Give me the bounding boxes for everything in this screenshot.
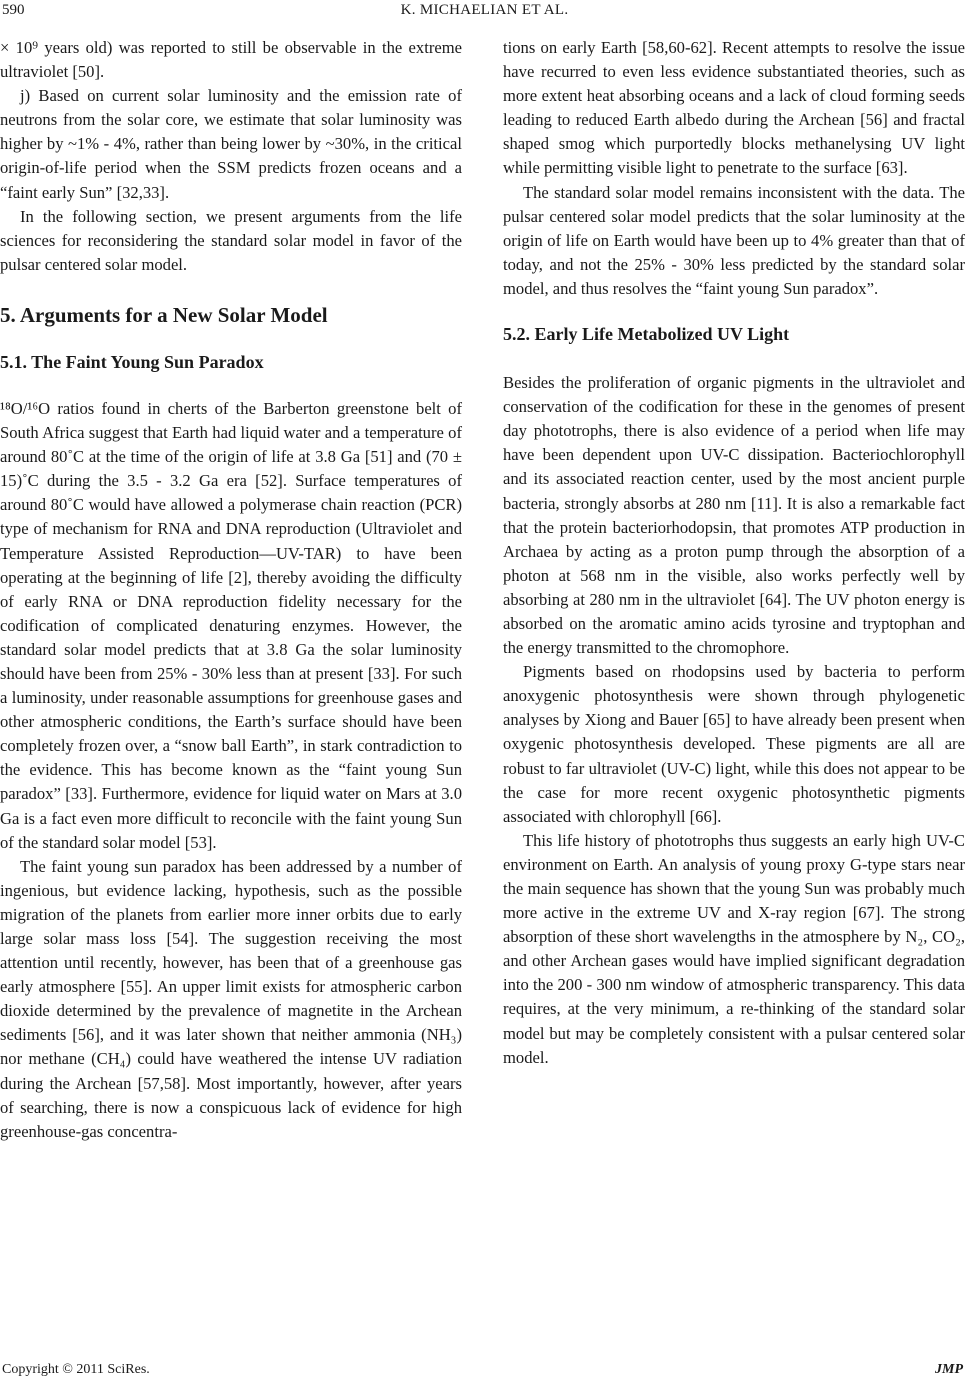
running-head: K. MICHAELIAN ET AL. bbox=[400, 2, 569, 18]
paragraph: In the following section, we present arguments from the life sciences for reconsidering the standard solar model in favor of the pulsar centered solar model. bbox=[0, 206, 462, 274]
subsection-heading: 5.2. Early Life Metabolized UV Light bbox=[503, 324, 790, 345]
paragraph: ¹⁸O/¹⁶O ratios found in cherts of the Barberton greenstone belt of South Africa suggest that Earth had liquid water and a temperature of around 80˚C at the time of the origin of life at 3.8 Ga [51] and (70 ± 15)˚C during the 3.5 - 3.2 Ga era [52]. Surface temperatures of around 80˚C would have allowed a polymerase chain reaction (PCR) type of mechanism for RNA and DNA reproduction (Ultraviolet and Temperature Assisted Reproduction—UV-TAR) to have been operating at the beginning of life [2], thereby avoiding the difficulty of early RNA or DNA reproduction fidelity necessary for the codification of complicated denaturing enzymes. However, the standard solar model predicts that at 3.8 Ga the solar luminosity should have been from 25% - 30% less than at present [33]. For such a luminosity, under reasonable assumptions for greenhouse gases and other atmospheric conditions, the Earth’s surface should have been completely frozen over, a “snow ball Earth”, in stark contradiction to the evidence. This has become known as the “faint young Sun paradox” [33]. Furthermore, evidence for liquid water on Mars at 3.0 Ga is a fact even more difficult to reconcile with the faint young Sun of the standard solar model [53]. bbox=[0, 398, 462, 852]
paragraph: × 10⁹ years old) was reported to still be observable in the extreme ultraviolet [50]. bbox=[0, 38, 462, 82]
paragraph: Pigments based on rhodopsins used by bacteria to perform anoxygenic photosynthesis were shown through phylogenetic analyses by Xiong and Bauer [65] to have already been present when oxygenic photosynthesis developed. These pigments are all are robust to far ultraviolet (UV-C) light, while this does not appear to be the case for more recent oxygenic photosynthetic pigments associated with chlorophyll [66]. bbox=[503, 662, 965, 826]
right-column bbox=[503, 36, 965, 1070]
paragraph: Besides the proliferation of organic pigments in the ultraviolet and conservation of the codification for these in the genomes of present day phototrophs, there is also evidence of a period when life may have been dependent upon UV-C dissipation. Bacteriochlorophyll and its associated reaction center, used by the most ancient purple bacteria, strongly absorbs at 280 nm [11]. It is also a remarkable fact that the protein bacteriorhodopsin, that promotes ATP production in Archaea by acting as a proton pump through the absorption of a photon at 568 nm in the visible, also works perfectly well by absorbing at 280 nm in the ultraviolet [64]. The UV photon energy is absorbed on the aromatic amino acids tyrosine and tryptophan and the energy transmitted to the chromophore. bbox=[503, 373, 965, 658]
subsection-heading: 5.1. The Faint Young Sun Paradox bbox=[0, 351, 264, 372]
page-number: 590 bbox=[2, 2, 25, 18]
paragraph: j) Based on current solar luminosity and the emission rate of neutrons from the solar core, we estimate that solar luminosity was higher by ~1% - 4%, rather than being lower by ~30%, in the critical origin-of-life period when the SSM predicts frozen oceans and a “faint early Sun” [32,33]. bbox=[0, 86, 462, 202]
journal-abbrev: JMP bbox=[935, 1362, 963, 1377]
page-header bbox=[0, 0, 969, 24]
left-column bbox=[0, 36, 462, 1144]
paragraph: tions on early Earth [58,60-62]. Recent attempts to resolve the issue have recurred to even less evidence substantiated theories, such as more extent heat absorbing oceans and a lack of cloud forming seeds leading to reduced Earth albedo during the Archean [56] and fractal shaped smog which purportedly blocks methanelysing UV light while permitting visible light to penetrate to the surface [63]. bbox=[503, 38, 965, 178]
page-footer bbox=[0, 1362, 969, 1384]
paragraph: This life history of phototrophs thus suggests an early high UV-C environment on Earth. An analysis of young proxy G-type stars near the main sequence has shown that the young Sun was probably much more active in the extreme UV and X-ray region [67]. The strong absorption of these short wavelengths in the atmosphere by N₂, CO₂, and other Archean gases would have implied significant degradation into the 200 - 300 nm window of atmospheric transparency. This data requires, at the very minimum, a re-thinking of the standard solar model but may be completely consistent with a pulsar centered solar model. bbox=[503, 830, 965, 1067]
paragraph: The standard solar model remains inconsistent with the data. The pulsar centered solar model predicts that the solar luminosity at the origin of life on Earth would have been up to 4% greater than that of today, and not the 25% - 30% less predicted by the standard solar model, and thus resolves the “faint young Sun paradox”. bbox=[503, 182, 965, 298]
paragraph: The faint young sun paradox has been addressed by a number of ingenious, but evidence lacking, hypothesis, such as the possible migration of the planets from earlier more inner orbits due to early large solar mass loss [54]. The suggestion receiving the most attention until recently, however, has been that of a greenhouse gas early atmosphere [55]. An upper limit exists for atmospheric carbon dioxide determined by the prevalence of magnetite in the Archean sediments [56], and it was later shown that neither ammonia (NH₃) nor methane (CH₄) could have weathered the intense UV radiation during the Archean [57,58]. Most importantly, however, after years of searching, there is now a conspicuous lack of evidence for high greenhouse-gas concentra- bbox=[0, 856, 462, 1141]
copyright-notice: Copyright © 2011 SciRes. bbox=[2, 1362, 150, 1377]
section-heading: 5. Arguments for a New Solar Model bbox=[0, 302, 328, 327]
